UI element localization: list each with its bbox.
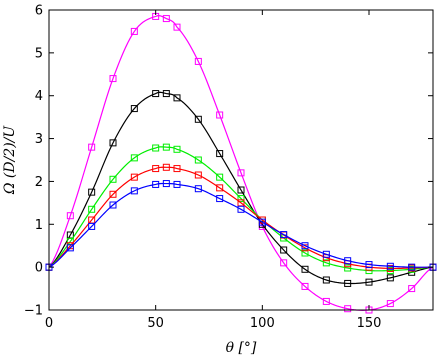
- y-tick-label: −1: [23, 303, 43, 319]
- y-axis-label: Ω (D/2)/U: [2, 125, 18, 195]
- x-tick-label: 150: [356, 316, 382, 331]
- series-line: [49, 16, 433, 311]
- y-tick-label: 0: [34, 260, 43, 276]
- series-layer: [46, 13, 436, 313]
- y-tick-label: 3: [34, 132, 43, 148]
- x-tick-label: 50: [147, 316, 164, 331]
- series-1: [46, 91, 436, 287]
- series-3: [46, 164, 436, 271]
- series-4: [46, 181, 436, 271]
- y-tick-label: 2: [34, 174, 43, 190]
- x-tick-label: 100: [249, 316, 275, 331]
- x-axis-label: θ [°]: [225, 340, 257, 356]
- series-line: [49, 184, 433, 268]
- y-tick-label: 5: [34, 46, 43, 62]
- y-tick-label: 6: [34, 3, 43, 19]
- x-tick-label: 0: [44, 316, 54, 331]
- y-tick-label: 1: [34, 217, 43, 233]
- y-tick-label: 4: [34, 89, 43, 105]
- series-line: [49, 167, 433, 268]
